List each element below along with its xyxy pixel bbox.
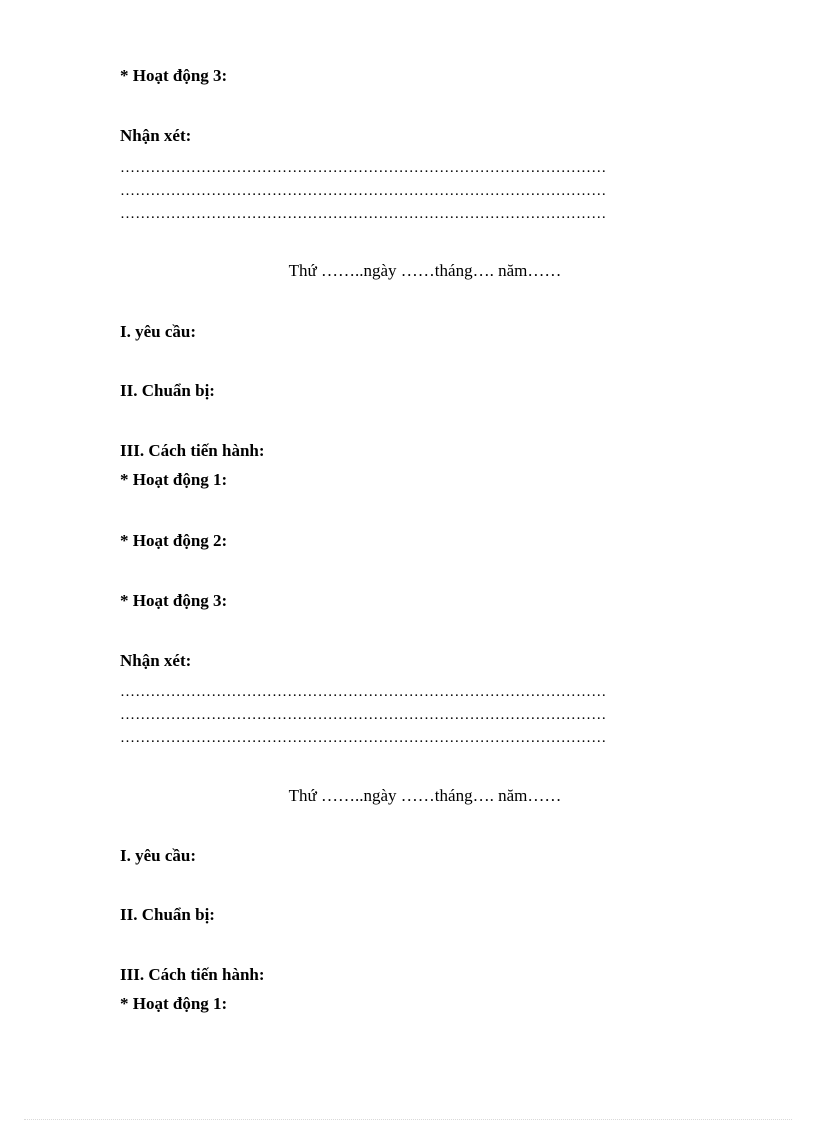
activity-3-heading: * Hoạt động 3: xyxy=(120,66,228,85)
activity-1-heading: * Hoạt động 1: xyxy=(120,470,228,489)
preparation-heading: II. Chuẩn bị: xyxy=(120,905,215,924)
remarks-heading: Nhận xét: xyxy=(120,126,192,145)
procedure-heading: III. Cách tiến hành: xyxy=(120,965,265,984)
dotted-answer-line: …………………………………………………………………………………… xyxy=(120,206,607,222)
activity-3-heading: * Hoạt động 3: xyxy=(120,591,228,610)
dotted-answer-line: …………………………………………………………………………………… xyxy=(120,730,607,746)
requirements-heading: I. yêu cầu: xyxy=(120,846,197,865)
requirements-heading: I. yêu cầu: xyxy=(120,322,197,341)
remarks-heading: Nhận xét: xyxy=(120,651,192,670)
page-bottom-divider xyxy=(24,1119,792,1120)
dotted-answer-line: …………………………………………………………………………………… xyxy=(120,684,607,700)
date-line: Thứ ……..ngày ……tháng…. năm…… xyxy=(288,786,562,805)
dotted-answer-line: …………………………………………………………………………………… xyxy=(120,183,607,199)
dotted-answer-line: …………………………………………………………………………………… xyxy=(120,160,607,176)
dotted-answer-line: …………………………………………………………………………………… xyxy=(120,707,607,723)
preparation-heading: II. Chuẩn bị: xyxy=(120,381,215,400)
procedure-heading: III. Cách tiến hành: xyxy=(120,441,265,460)
activity-2-heading: * Hoạt động 2: xyxy=(120,531,228,550)
date-line: Thứ ……..ngày ……tháng…. năm…… xyxy=(288,261,562,280)
activity-1-heading: * Hoạt động 1: xyxy=(120,994,228,1013)
